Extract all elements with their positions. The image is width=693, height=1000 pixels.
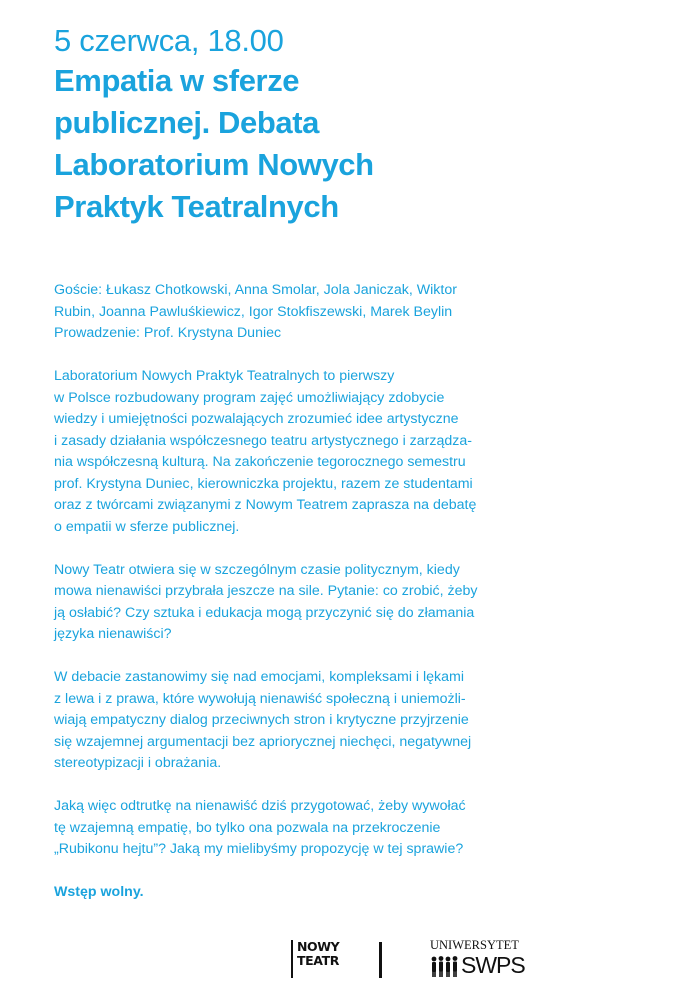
event-title-line: Praktyk Teatralnych — [54, 189, 339, 224]
text-line: nia współczesną kulturą. Na zakończenie tegorocznego semestru — [54, 454, 466, 470]
text-line: Rubin, Joanna Pawluśkiewicz, Igor Stokfiszewski, Marek Beylin — [54, 303, 453, 320]
text-line: Nowy Teatr otwiera się w szczególnym czasie politycznym, kiedy — [54, 561, 460, 578]
nowy-teatr-logo — [291, 940, 339, 978]
text-line: W debacie zastanowimy się nad emocjami, kompleksami i lękami — [54, 669, 465, 685]
event-title-line: publicznej. Debata — [54, 105, 319, 140]
text-line: Jaką więc odtrutkę na nienawiść dziś przygotować, żeby wywołać — [54, 798, 466, 814]
text-line: ją osłabić? Czy sztuka i edukacja mogą przyczynić się do złamania — [54, 604, 475, 621]
event-title-line: Laboratorium Nowych — [54, 147, 374, 182]
text-line: oraz z twórcami związanymi z Nowym Teatrem zaprasza na debatę — [54, 497, 477, 513]
text-line: w Polsce rozbudowany program zajęć umożliwiający zdobycie — [54, 389, 445, 406]
event-title-line: Empatia w sferze — [54, 63, 300, 98]
guests-paragraph — [54, 280, 554, 345]
event-description — [54, 280, 554, 904]
text-line: Goście: Łukasz Chotkowski, Anna Smolar, Jola Janiczak, Wiktor — [54, 282, 457, 298]
text-line: „Rubikonu hejtu”? Jaką my mielibyśmy propozycję w tej sprawie? — [54, 841, 464, 857]
partner-logos — [0, 938, 693, 982]
intro-paragraph — [54, 366, 554, 538]
free-entry-note: Wstęp wolny. — [54, 884, 144, 900]
text-line: języka nienawiści? — [54, 626, 172, 642]
swps-logo-top-text: UNIWERSYTET — [430, 938, 519, 952]
nowy-teatr-logo-line: TEATR — [297, 953, 339, 968]
text-line: i zasady działania współczesnego teatru artystycznego i zarządza- — [54, 432, 472, 449]
swps-logo-name: SWPS — [461, 952, 525, 978]
event-title — [54, 60, 554, 228]
text-line: mowa nienawiści przybrała jeszcze na sile. Pytanie: co zrobić, żeby — [54, 583, 478, 599]
text-line: wiają empatyczny dialog przeciwnych stron i krytyczne przyjrzenie — [54, 712, 469, 728]
logo-divider — [379, 942, 382, 978]
text-line: tę wzajemną empatię, bo tylko ona pozwala na przekroczenie — [54, 819, 441, 836]
text-line: się wzajemnej argumentacji bez apriorycznej niechęci, negatywnej — [54, 733, 472, 750]
closing-paragraph — [54, 796, 554, 861]
swps-logo — [430, 938, 530, 982]
text-line: prof. Krystyna Duniec, kierowniczka projektu, razem ze studentami — [54, 475, 473, 492]
text-line: o empatii w sferze publicznej. — [54, 518, 240, 535]
debate-paragraph — [54, 667, 554, 775]
text-line: Laboratorium Nowych Praktyk Teatralnych to pierwszy — [54, 368, 395, 384]
text-line: Prowadzenie: Prof. Krystyna Duniec — [54, 325, 282, 341]
nowy-teatr-logo-line: NOWY — [297, 939, 340, 954]
text-line: z lewa i z prawa, które wywołują nienawiść społeczną i uniemożli- — [54, 690, 466, 707]
question-paragraph — [54, 560, 554, 646]
event-header — [54, 22, 554, 228]
text-line: stereotypizacji i obrażania. — [54, 755, 222, 771]
people-figures-icon — [430, 955, 460, 977]
text-line: wiedzy i umiejętności pozwalających zrozumieć idee artystyczne — [54, 411, 459, 427]
event-date: 5 czerwca, 18.00 — [54, 23, 284, 58]
